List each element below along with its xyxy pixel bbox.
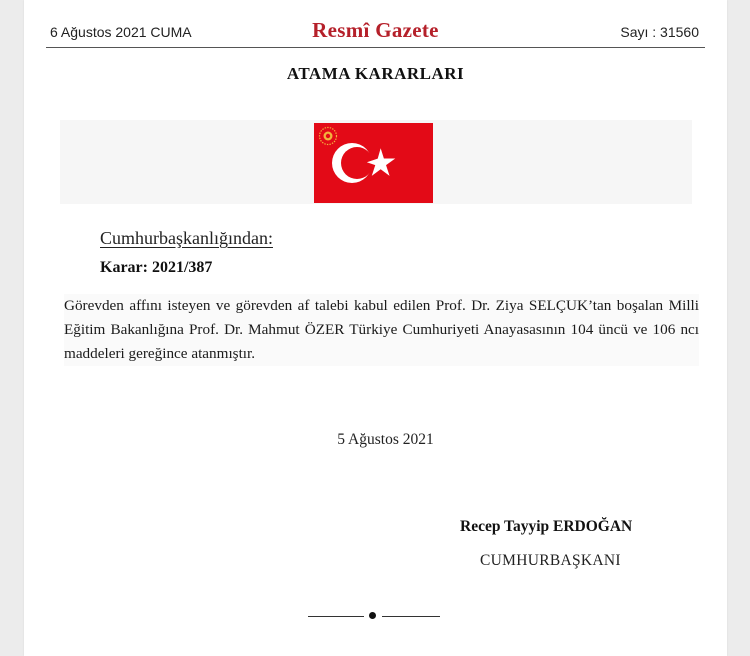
flag-crescent-inner <box>341 147 373 179</box>
end-separator-left <box>308 616 364 617</box>
decision-body: Görevden affını isteyen ve görevden af talebi kabul edilen Prof. Dr. Ziya SELÇUK’tan boşalan Milli Eğitim Bakanlığına Prof. Dr. Mahmut ÖZER Türkiye Cumhuriyeti Anayasasının 104 üncü ve 106 ncı maddeleri gereğince atanmıştır. <box>64 294 699 366</box>
header-divider <box>46 47 705 48</box>
signatory-name: Recep Tayyip ERDOĞAN <box>460 518 633 535</box>
issue-number: Sayı : 31560 <box>620 24 699 40</box>
issuing-authority: Cumhurbaşkanlığından: <box>100 228 273 248</box>
decision-date: 5 Ağustos 2021 <box>337 431 434 448</box>
end-separator-right <box>382 616 440 617</box>
gazette-title: Resmî Gazete <box>312 18 439 42</box>
gazette-header <box>24 10 727 48</box>
end-separator-dot <box>369 612 376 619</box>
section-title: ATAMA KARARLARI <box>286 64 465 83</box>
issue-date: 6 Ağustos 2021 CUMA <box>50 24 192 40</box>
turkish-flag-icon <box>314 123 433 203</box>
decision-number: Karar: 2021/387 <box>100 259 213 276</box>
signatory-title: CUMHURBAŞKANI <box>480 552 621 569</box>
gazette-page <box>24 0 727 656</box>
